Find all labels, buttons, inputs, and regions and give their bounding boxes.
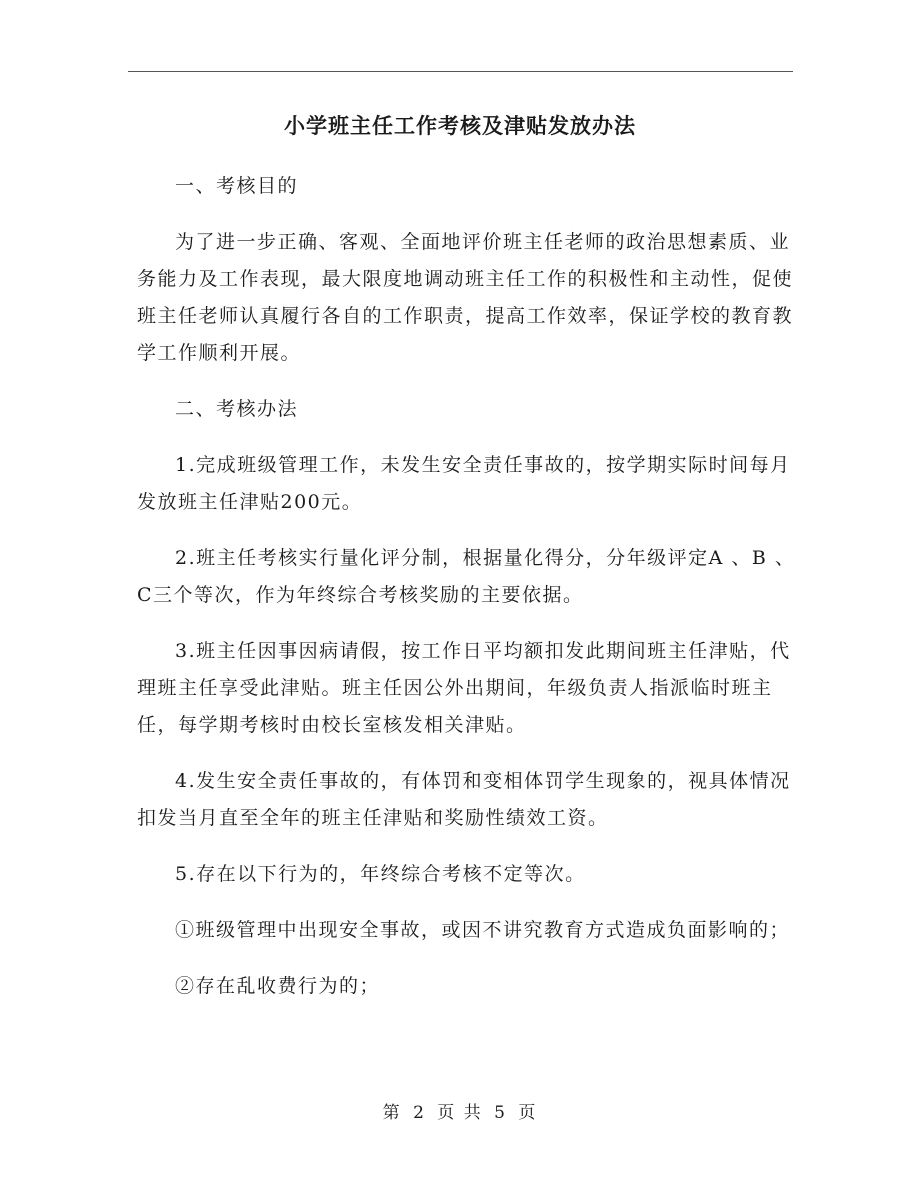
paragraph-item-3: 3.班主任因事因病请假，按工作日平均额扣发此期间班主任津贴，代理班主任享受此津贴。班主任因公外出期间，年级负责人指派临时班主任，每学期考核时由校长室核发相关津贴。	[137, 640, 791, 736]
page-title: 小学班主任工作考核及津贴发放办法	[284, 113, 636, 138]
footer-suffix: 页	[518, 1103, 538, 1123]
header-rule	[128, 71, 793, 72]
page-footer	[0, 1098, 920, 1123]
footer-total-pages: 5	[494, 1103, 507, 1123]
paragraph-purpose: 为了进一步正确、客观、全面地评价班主任老师的政治思想素质、业务能力及工作表现，最大限度地调动班主任工作的积极性和主动性，促使班主任老师认真履行各自的工作职责，提高工作效率，保证学校的教育教学工作顺利开展。	[137, 231, 794, 364]
paragraph-item-5: 5.存在以下行为的，年终综合考核不定等次。	[175, 863, 586, 885]
footer-current-page: 2	[413, 1103, 426, 1123]
paragraph-subitem-1: ①班级管理中出现安全事故，或因不讲究教育方式造成负面影响的；	[175, 919, 791, 941]
paragraph-item-4: 4.发生安全责任事故的，有体罚和变相体罚学生现象的，视具体情况扣发当月直至全年的班主任津贴和奖励性绩效工资。	[137, 770, 791, 829]
footer-middle: 页 共	[437, 1103, 483, 1123]
footer-prefix: 第	[382, 1103, 402, 1123]
paragraph-subitem-2: ②存在乱收费行为的；	[175, 975, 381, 997]
section-heading-purpose: 一、考核目的	[175, 175, 299, 197]
document-body	[137, 168, 797, 1005]
paragraph-item-1: 1.完成班级管理工作，未发生安全责任事故的，按学期实际时间每月发放班主任津贴200元。	[137, 454, 791, 513]
section-heading-method: 二、考核办法	[175, 398, 299, 420]
paragraph-item-2: 2.班主任考核实行量化评分制，根据量化得分，分年级评定A 、B 、C三个等次，作为年终综合考核奖励的主要依据。	[137, 547, 796, 606]
